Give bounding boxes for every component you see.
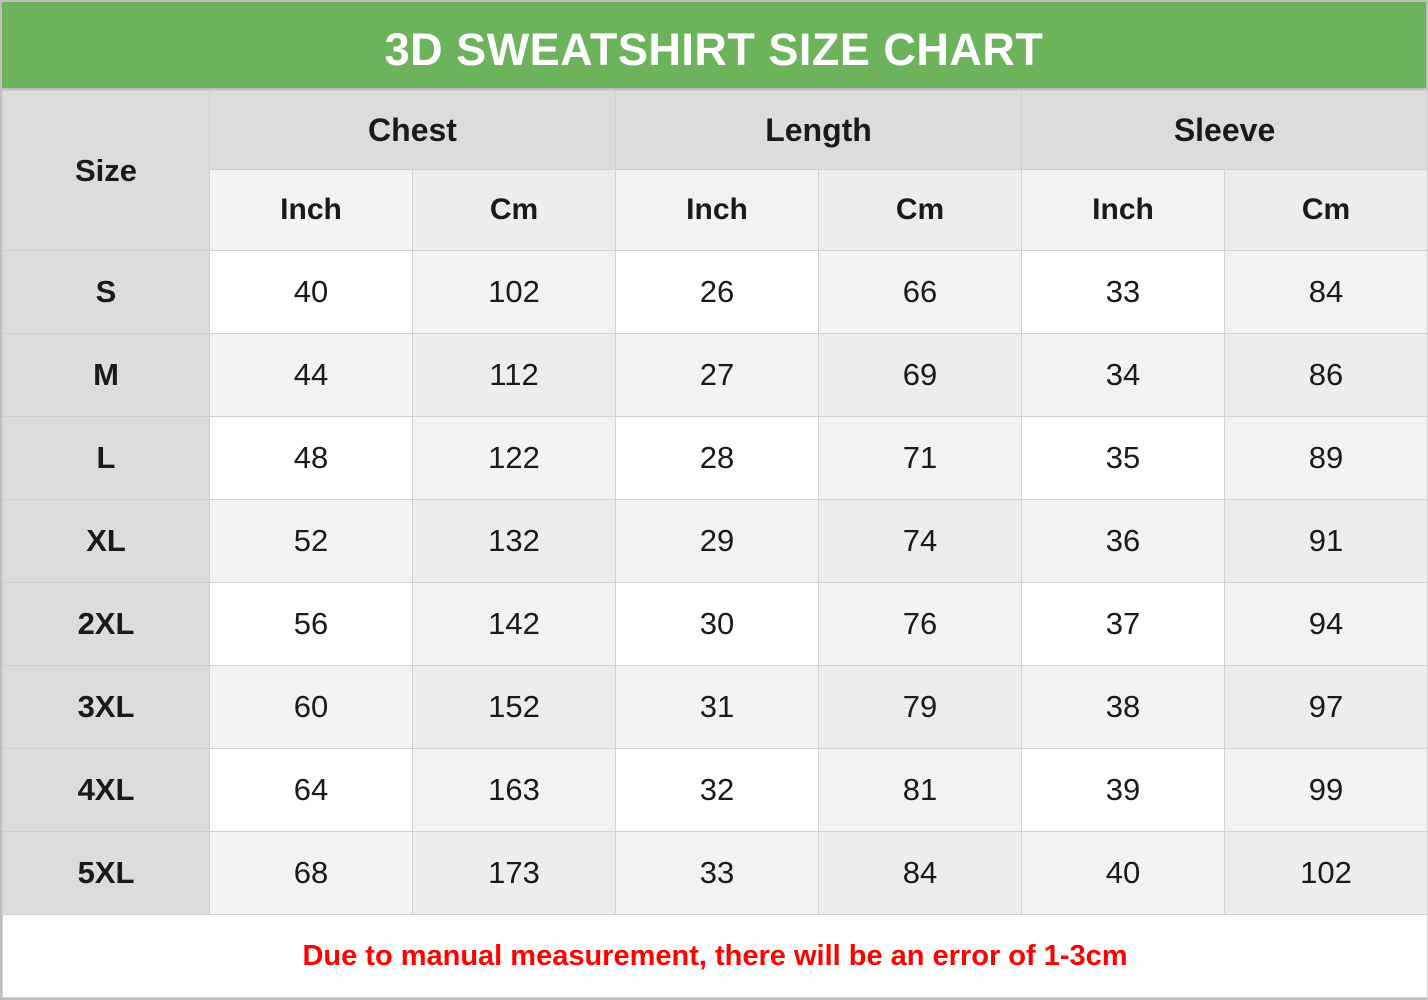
cell-s-length-inch: 26 [616,251,819,334]
cell-l-chest-cm: 122 [413,417,616,500]
cell-2xl-chest-inch: 56 [210,583,413,666]
cell-l-chest-inch: 48 [210,417,413,500]
cell-s-length-cm: 66 [819,251,1022,334]
cell-3xl-length-cm: 79 [819,666,1022,749]
table-row [3,334,1428,417]
cell-m-length-cm: 69 [819,334,1022,417]
cell-5xl-sleeve-cm: 102 [1225,832,1428,915]
cell-5xl-chest-cm: 173 [413,832,616,915]
cell-l-length-cm: 71 [819,417,1022,500]
table-header-groups [3,91,1428,170]
table-row [3,417,1428,500]
row-label-s: S [3,251,210,334]
cell-s-sleeve-inch: 33 [1022,251,1225,334]
table-header-units [3,170,1428,251]
cell-2xl-sleeve-cm: 94 [1225,583,1428,666]
header-unit-sleeve-inch: Inch [1022,170,1225,251]
header-group-length: Length [616,91,1022,170]
row-label-3xl: 3XL [3,666,210,749]
cell-3xl-length-inch: 31 [616,666,819,749]
cell-2xl-length-inch: 30 [616,583,819,666]
header-size: Size [3,91,210,251]
cell-xl-chest-inch: 52 [210,500,413,583]
cell-2xl-chest-cm: 142 [413,583,616,666]
row-label-5xl: 5XL [3,832,210,915]
cell-2xl-length-cm: 76 [819,583,1022,666]
measurement-note: Due to manual measurement, there will be an error of 1-3cm [3,915,1428,998]
cell-m-sleeve-cm: 86 [1225,334,1428,417]
cell-l-length-inch: 28 [616,417,819,500]
page-title: 3D SWEATSHIRT SIZE CHART [2,2,1426,90]
row-label-2xl: 2XL [3,583,210,666]
cell-xl-sleeve-cm: 91 [1225,500,1428,583]
cell-3xl-chest-cm: 152 [413,666,616,749]
cell-5xl-sleeve-inch: 40 [1022,832,1225,915]
row-label-m: M [3,334,210,417]
cell-4xl-chest-cm: 163 [413,749,616,832]
row-label-xl: XL [3,500,210,583]
cell-m-chest-cm: 112 [413,334,616,417]
header-group-sleeve: Sleeve [1022,91,1428,170]
table-row [3,832,1428,915]
row-label-4xl: 4XL [3,749,210,832]
table-row [3,500,1428,583]
cell-s-chest-cm: 102 [413,251,616,334]
cell-3xl-chest-inch: 60 [210,666,413,749]
measurement-note-row [3,915,1428,998]
cell-4xl-length-inch: 32 [616,749,819,832]
cell-xl-length-inch: 29 [616,500,819,583]
cell-xl-length-cm: 74 [819,500,1022,583]
cell-4xl-sleeve-cm: 99 [1225,749,1428,832]
cell-m-chest-inch: 44 [210,334,413,417]
cell-l-sleeve-cm: 89 [1225,417,1428,500]
table-row [3,583,1428,666]
size-chart-table [2,90,1428,998]
cell-4xl-chest-inch: 64 [210,749,413,832]
table-row [3,251,1428,334]
cell-5xl-length-inch: 33 [616,832,819,915]
cell-3xl-sleeve-cm: 97 [1225,666,1428,749]
header-unit-sleeve-cm: Cm [1225,170,1428,251]
cell-4xl-length-cm: 81 [819,749,1022,832]
cell-3xl-sleeve-inch: 38 [1022,666,1225,749]
cell-5xl-length-cm: 84 [819,832,1022,915]
cell-l-sleeve-inch: 35 [1022,417,1225,500]
cell-s-sleeve-cm: 84 [1225,251,1428,334]
cell-m-sleeve-inch: 34 [1022,334,1225,417]
cell-s-chest-inch: 40 [210,251,413,334]
cell-5xl-chest-inch: 68 [210,832,413,915]
cell-4xl-sleeve-inch: 39 [1022,749,1225,832]
cell-xl-chest-cm: 132 [413,500,616,583]
cell-xl-sleeve-inch: 36 [1022,500,1225,583]
cell-2xl-sleeve-inch: 37 [1022,583,1225,666]
cell-m-length-inch: 27 [616,334,819,417]
table-row [3,749,1428,832]
header-unit-length-inch: Inch [616,170,819,251]
header-unit-chest-inch: Inch [210,170,413,251]
row-label-l: L [3,417,210,500]
header-unit-chest-cm: Cm [413,170,616,251]
header-group-chest: Chest [210,91,616,170]
header-unit-length-cm: Cm [819,170,1022,251]
table-row [3,666,1428,749]
